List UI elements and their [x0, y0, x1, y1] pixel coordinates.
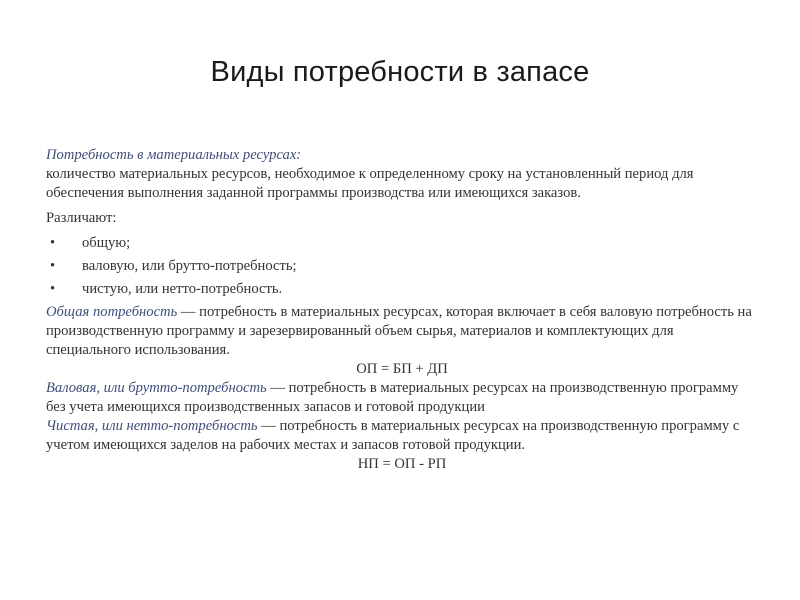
- gross-need-definition: — потребность в материальных ресурсах на производственную программу без учета имеющихся производственных запасов и готовой продукции: [46, 380, 739, 415]
- net-need-formula: НП = ОП - РП: [357, 456, 447, 472]
- distinguish-label: Различают:: [46, 210, 117, 226]
- slide-body: [46, 146, 758, 474]
- net-need-definition: — потребность в материальных ресурсах на производственную программу с учетом имеющихся заделов на рабочих местах и запасов готовой продукции.: [46, 418, 740, 453]
- general-need-paragraph: [46, 303, 758, 360]
- bullet-marker: •: [50, 281, 56, 297]
- bullet-item-general: [46, 234, 758, 253]
- general-need-term: Общая потребность: [46, 304, 178, 320]
- bullet-text: валовую, или брутто-потребность;: [82, 258, 297, 274]
- bullet-item-net: [46, 280, 758, 299]
- bullet-marker: •: [50, 258, 56, 274]
- intro-heading: Потребность в материальных ресурсах:: [46, 147, 302, 163]
- bullet-text: общую;: [82, 235, 131, 251]
- bullet-text: чистую, или нетто-потребность.: [82, 281, 283, 297]
- bullet-item-gross: [46, 257, 758, 276]
- general-need-formula: ОП = БП + ДП: [356, 361, 448, 377]
- gross-need-paragraph: [46, 379, 758, 417]
- net-need-term: Чистая, или нетто-потребность: [46, 418, 258, 434]
- bullet-marker: •: [50, 235, 56, 251]
- gross-need-term: Валовая, или брутто-потребность: [46, 380, 267, 396]
- net-need-paragraph: [46, 417, 758, 455]
- slide-title: Виды потребности в запасе: [210, 56, 590, 88]
- general-need-definition: — потребность в материальных ресурсах, которая включает в себя валовую потребность на производственную программу и зарезервированный объем сырья, материалов и комплектующих для специального использования.: [46, 304, 752, 358]
- intro-text: количество материальных ресурсов, необходимое к определенному сроку на установленный период для обеспечения выполнения заданной программы производства или имеющихся заказов.: [46, 166, 694, 201]
